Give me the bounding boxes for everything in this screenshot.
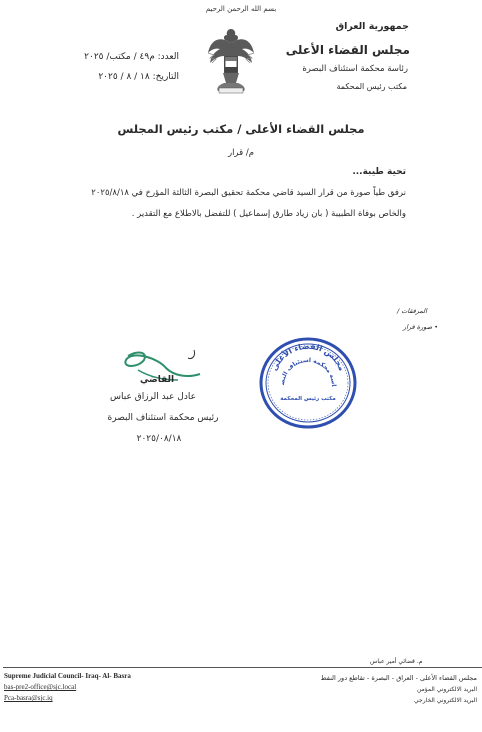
document-date: [98, 72, 179, 82]
letter-greeting: تحية طيبة...: [352, 167, 406, 177]
footer-english-name: Supreme Judicial Council- Iraq- Al- Basra: [4, 672, 131, 680]
letter-reference: م/ قرار: [227, 148, 255, 158]
signatory-title: القاضي: [139, 375, 175, 385]
signature-date: ٢٠٢٥/٠٨/١٨: [136, 434, 182, 444]
attachment-item-label: صورة قرار: [403, 323, 433, 331]
footer-divider: [3, 667, 482, 668]
svg-text:رئاسة محكمة استئناف البصرة: [258, 336, 337, 387]
footer-email-external-label: البريد الالكتروني الخارجي: [414, 697, 477, 704]
footer-email-local[interactable]: bas-pre2-office@sjc.local: [4, 683, 77, 691]
number-value: م٤٩ / مكتب/ ٢٠٢٥: [84, 52, 155, 62]
date-label: التاريخ:: [152, 72, 179, 82]
cc-note: م. قضائي أمير عباس: [370, 658, 423, 665]
footer-arabic-address: مجلس القضاء الأعلى - العراق - البصرة - تقاطع دور النفط: [320, 674, 477, 682]
stamp-office-text: مكتب رئيس المحكمة: [280, 396, 336, 402]
stamp-presidency-text: اسة محكمة استئناف البص: [278, 356, 338, 387]
bullet-icon: •: [434, 323, 439, 331]
council-name: مجلس القضاء الأعلى: [285, 43, 410, 57]
handwritten-signature: [108, 346, 208, 396]
attachments-heading: المرفقات /: [397, 307, 427, 315]
iraq-emblem-icon: [206, 25, 256, 97]
attachment-item: [403, 323, 438, 331]
signatory-name: عادل عبد الرزاق عباس: [110, 392, 196, 402]
letter-body: نرفق طياً صورة من قرار السيد قاضي محكمة تحقيق البصرة الثالثة المؤرخ في ٢٠٢٥/٨/١٨ والخاص بوفاة الطبيبة ( بان زياد طارق إسماعيل ) للتفضل بالاطلاع مع التقدير .: [91, 188, 406, 219]
footer-email-local-label: البريد الالكتروني المؤمن: [416, 686, 477, 693]
letter-recipient: مجلس القضاء الأعلى / مكتب رئيس المجلس: [117, 122, 365, 136]
country-name: جمهورية العراق: [335, 21, 409, 32]
basmala: بسم الله الرحمن الرحيم: [205, 5, 277, 13]
document-number: [84, 52, 179, 62]
date-value: ١٨ / ٨ / ٢٠٢٥: [98, 72, 150, 82]
office-name: مكتب رئيس المحكمة: [336, 82, 407, 91]
signatory-position: رئيس محكمة استئناف البصرة: [107, 413, 219, 423]
number-label: العدد:: [157, 52, 179, 62]
footer-email-external[interactable]: Pca-basra@sjc.iq: [4, 694, 53, 702]
official-stamp: [258, 336, 358, 430]
stamp-council-text: مجلس القضاء الأعلى: [269, 341, 347, 373]
presidency-name: رئاسة محكمة استئناف البصرة: [302, 64, 408, 74]
